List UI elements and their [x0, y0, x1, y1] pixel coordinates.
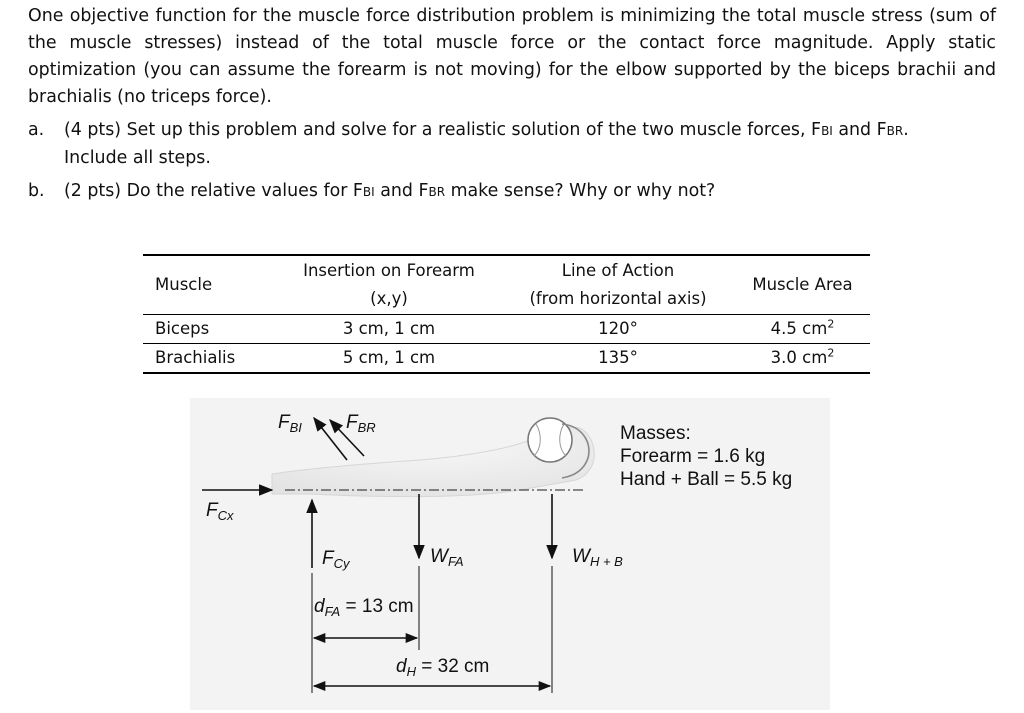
question-a-text: (4 pts) Set up this problem and solve for a realistic solution of the two muscle forces, FBI and FBR. Include all steps. — [64, 120, 909, 168]
w-fa-label: $W_{FA}$ — [430, 546, 464, 569]
question-b-text: (2 pts) Do the relative values for FBI and FBR make sense? Why or why not? — [64, 181, 716, 201]
table-header-row — [143, 255, 870, 315]
col-insertion: Insertion on Forearm (x,y) — [303, 261, 475, 308]
question-a-label: a. — [28, 120, 45, 140]
f-br-label: $F_{BR}$ — [346, 412, 376, 435]
masses-title: Masses: — [620, 423, 691, 444]
hand-ball-mass: Hand + Ball = 5.5 kg — [620, 469, 793, 490]
intro-paragraph: One objective function for the muscle force distribution problem is minimizing the total muscle stress (sum of the muscle stresses) instead of the total muscle force or the contact force magnitude. Apply static optimization (you can assume the forearm is not moving) for the elbow supported by the biceps brachii and brachialis (no triceps force). — [28, 6, 996, 107]
f-bi-label: $F_{BI}$ — [278, 412, 302, 435]
col-area: Muscle Area — [752, 275, 853, 294]
table-row: Biceps 3 cm, 1 cm 120° 4.5 $cm^2$ — [143, 315, 870, 344]
d-fa-label: $d_{FA} = 13$ cm — [314, 596, 414, 619]
muscle-table — [143, 254, 870, 374]
d-h-label: $d_H = 32$ cm — [396, 656, 490, 679]
question-a-line2: Include all steps. — [64, 148, 211, 168]
table-row: Brachialis 5 cm, 1 cm 135° 3.0 $cm^2$ — [143, 344, 870, 374]
col-line-of-action: Line of Action (from horizontal axis) — [529, 261, 707, 308]
forearm-mass: Forearm = 1.6 kg — [620, 446, 766, 467]
question-b-label: b. — [28, 181, 45, 201]
f-cx-label: $F_{Cx}$ — [206, 500, 234, 523]
w-hb-label: $W_{H + B}$ — [572, 546, 623, 569]
masses-box — [620, 422, 792, 491]
col-muscle: Muscle — [155, 275, 213, 294]
forearm-diagram — [190, 398, 830, 710]
f-cy-label: $F_{Cy}$ — [322, 548, 350, 571]
